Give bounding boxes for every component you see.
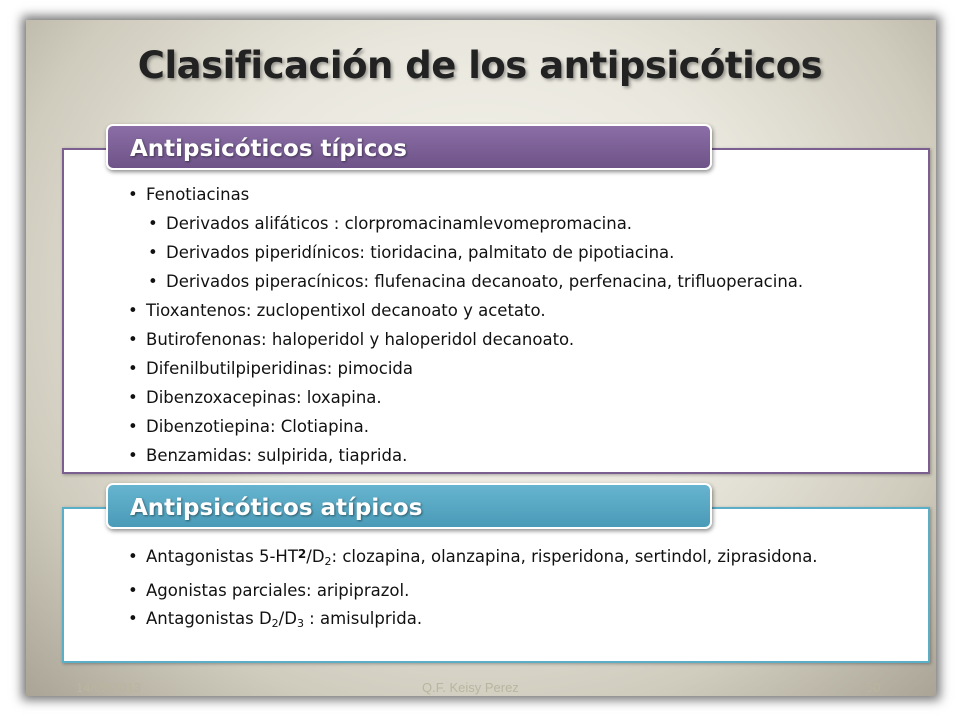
list-item: • Fenotiacinas [126, 180, 803, 209]
typical-header: Antipsicóticos típicos [106, 124, 712, 170]
typical-list [126, 180, 803, 470]
list-item: • Agonistas parciales: aripiprazol. [126, 577, 826, 605]
list-item: • Dibenzotiepina: Clotiapina. [126, 412, 803, 441]
list-item: • Butirofenonas: haloperidol y haloperidol decanoato. [126, 325, 803, 354]
list-subitem: • Derivados piperidínicos: tioridacina, palmitato de pipotiacina. [146, 238, 803, 267]
list-item: • Dibenzoxacepinas: loxapina. [126, 383, 803, 412]
list-subitem: • Derivados alifáticos : clorpromacinamlevomepromacina. [146, 209, 803, 238]
footer-author: Q.F. Keisy Perez [422, 680, 519, 695]
list-item: • Difenilbutilpiperidinas: pimocida [126, 354, 803, 383]
list-item: • Antagonistas $5-HT^2/D_2$: clozapina, olanzapina, risperidona, sertindol, ziprasidona. [126, 543, 826, 571]
atypical-header: Antipsicóticos atípicos [106, 483, 712, 529]
list-item: • Antagonistas $D_2/D_3$ : amisulprida. [126, 605, 826, 633]
footer-page-number: 50 [866, 680, 881, 695]
footer-date: 14/09/2013 [76, 680, 142, 695]
atypical-list [126, 539, 826, 633]
list-item: • Benzamidas: sulpirida, tiaprida. [126, 441, 803, 470]
list-subitem: • Derivados piperacínicos: flufenacina decanoato, perfenacina, trifluoperacina. [146, 267, 803, 296]
slide-title: Clasificación de los antipsicóticos [137, 44, 823, 87]
list-item: • Tioxantenos: zuclopentixol decanoato y acetato. [126, 296, 803, 325]
